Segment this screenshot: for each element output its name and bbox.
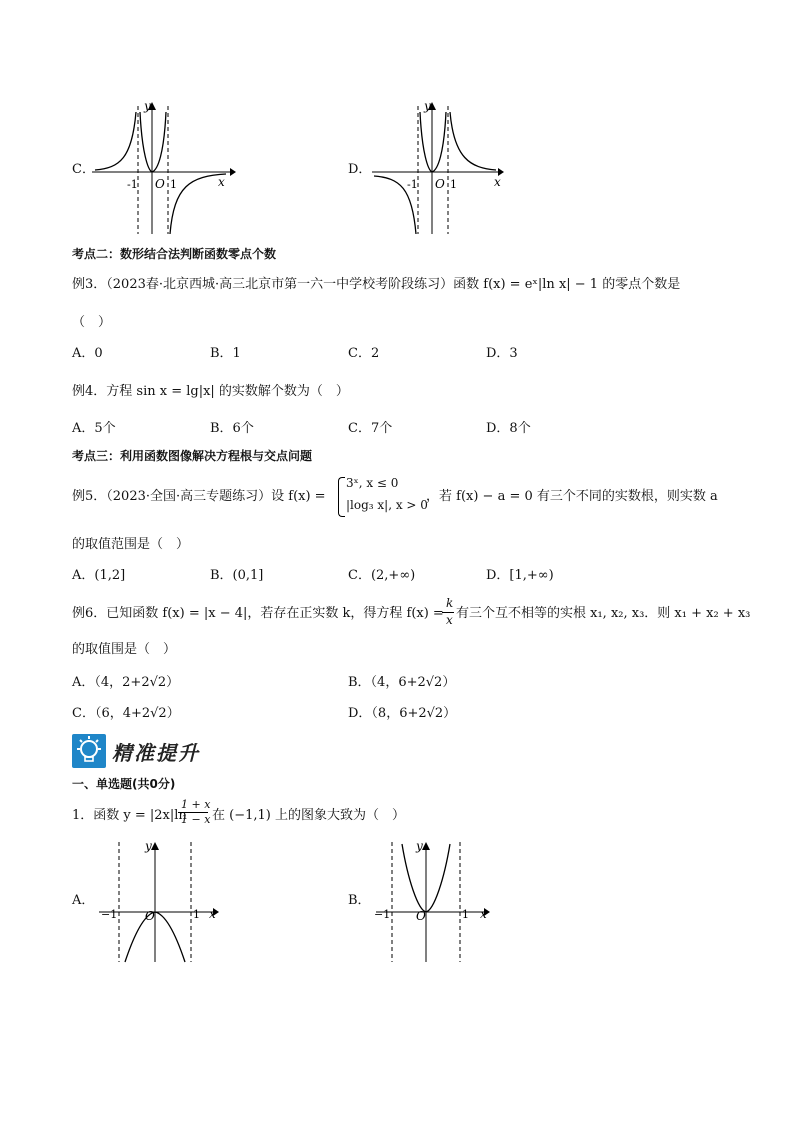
curve-right	[450, 112, 496, 170]
y-arrow-icon	[151, 842, 159, 850]
piecewise-case-2: |log₃ x|, x > 0	[346, 498, 428, 512]
curve-middle	[420, 112, 446, 172]
y-label: y	[416, 839, 423, 853]
tick-neg1: −1	[101, 908, 118, 921]
tick-1: 1	[462, 908, 469, 921]
x-arrow-icon	[230, 168, 236, 176]
y-label: y	[145, 839, 152, 853]
tick-1: 1	[170, 178, 177, 191]
tick-1: 1	[193, 908, 200, 921]
question-1-suffix: 在 (−1,1) 上的图象大致为（ ）	[212, 808, 405, 823]
section-single-choice: 一、单选题(共0分)	[72, 777, 176, 791]
tick-neg1: -1	[127, 178, 138, 191]
example-3-text: 例3．（2023春·北京西城·高三北京市第一六一中学校考阶段练习）函数 f(x) = eˣ|ln x| − 1 的零点个数是	[72, 277, 681, 292]
tick-1: 1	[450, 178, 457, 191]
piecewise-brace	[338, 477, 345, 517]
piecewise-case-1: 3ˣ, x ≤ 0	[346, 476, 399, 490]
q1-option-a-label: A．	[72, 893, 95, 908]
example-6-option-b: B．（4，6+2√2）	[348, 675, 456, 690]
fraction-numerator: k	[446, 596, 454, 610]
option-d-label: D．	[348, 162, 372, 177]
x-label: x	[494, 175, 501, 189]
graph-c	[90, 98, 240, 238]
q1-option-b-label: B．	[348, 893, 371, 908]
example-4-option-b: B．6个	[210, 421, 254, 436]
x-label: x	[209, 907, 216, 921]
tick-neg1: −1	[374, 908, 391, 921]
q1-fraction-denominator: 1 − x	[181, 813, 211, 826]
tick-neg1: -1	[407, 178, 418, 191]
example-4-option-d: D．8个	[486, 421, 531, 436]
example-6-line2: 的取值围是（ ）	[72, 642, 177, 657]
section-banner	[72, 734, 200, 768]
example-6-option-a: A．（4，2+2√2）	[72, 675, 180, 690]
y-label: y	[144, 99, 151, 113]
example-5-prefix: 例5．（2023·全国·高三专题练习）设 f(x) =	[72, 489, 326, 504]
section-heading-kp2: 考点二：数形结合法判断函数零点个数	[72, 247, 277, 261]
example-5-option-c: C．(2,+∞)	[348, 568, 416, 583]
graph-d	[370, 98, 510, 238]
curve-left	[95, 112, 136, 170]
example-3-option-b: B．1	[210, 346, 241, 361]
y-label: y	[424, 99, 431, 113]
example-4-text: 例4．方程 sin x = lg|x| 的实数解个数为（ ）	[72, 384, 349, 399]
example-3-option-c: C．2	[348, 346, 380, 361]
example-4-option-a: A．5个	[72, 421, 116, 436]
q1-fraction-numerator: 1 + x	[181, 798, 211, 811]
graph-q1-b	[372, 836, 502, 964]
origin-label: O	[155, 177, 165, 191]
option-c-label: C．	[72, 162, 95, 177]
graph-q1-a	[95, 836, 225, 964]
example-6-text-2: 有三个互不相等的实根 x₁, x₂, x₃．则 x₁ + x₂ + x₃	[456, 606, 751, 621]
example-5-line2: 的取值范围是（ ）	[72, 537, 190, 552]
origin-label: O	[416, 909, 426, 923]
x-label: x	[480, 907, 487, 921]
banner-title: 精准提升	[112, 740, 200, 765]
example-6-text-1: 例6．已知函数 f(x) = |x − 4|，若存在正实数 k，得方程 f(x) =	[72, 606, 444, 621]
question-1-prefix: 1．函数 y = |2x|ln	[72, 808, 187, 823]
x-label: x	[218, 175, 225, 189]
example-6-option-d: D．（8，6+2√2）	[348, 706, 457, 721]
example-5-option-a: A．(1,2]	[72, 568, 126, 583]
lightbulb-icon	[72, 734, 106, 768]
example-3-option-d: D．3	[486, 346, 518, 361]
curve-middle	[140, 112, 166, 172]
example-4-option-c: C．7个	[348, 421, 393, 436]
origin-label: O	[145, 909, 155, 923]
example-5-option-b: B．(0,1]	[210, 568, 264, 583]
origin-label: O	[435, 177, 445, 191]
example-5-suffix: ，若 f(x) − a = 0 有三个不同的实数根，则实数 a	[426, 489, 718, 504]
example-3-paren: （ ）	[72, 315, 112, 330]
example-5-option-d: D．[1,+∞)	[486, 568, 554, 583]
section-heading-kp3: 考点三：利用函数图像解决方程根与交点问题	[72, 449, 313, 463]
example-3-option-a: A．0	[72, 346, 103, 361]
y-arrow-icon	[422, 842, 430, 850]
fraction-denominator: x	[446, 613, 453, 627]
example-6-option-c: C．（6，4+2√2）	[72, 706, 180, 721]
